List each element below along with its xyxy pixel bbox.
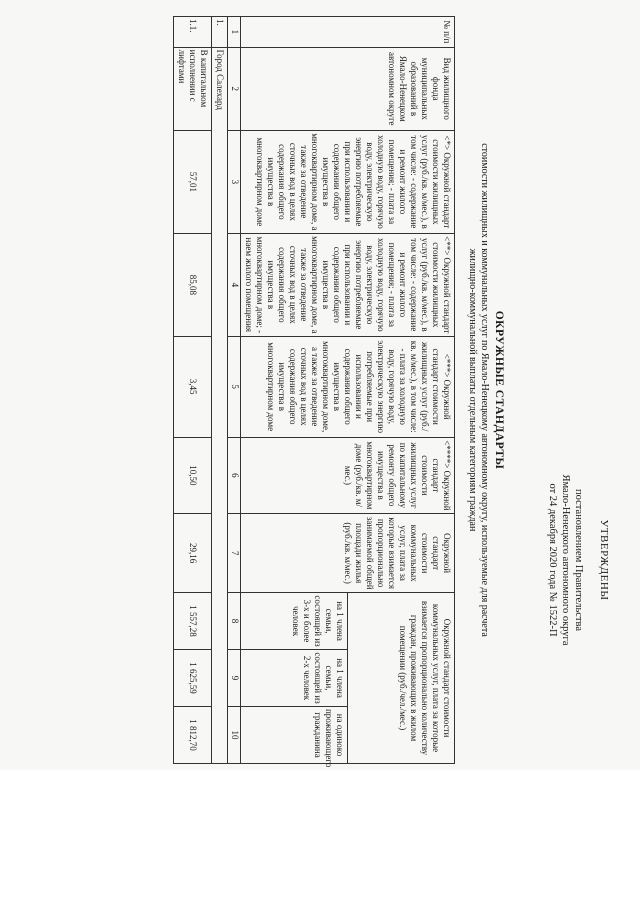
- subtitle-line: стоимости жилищных и коммунальных услуг по Ямало-Ненецкому автономному округу, используемые для расчета: [479, 143, 490, 637]
- document-title: ОКРУЖНЫЕ СТАНДАРТЫ: [493, 310, 505, 470]
- column-number: 9: [228, 650, 241, 707]
- approval-line: постановлением Правительства: [573, 488, 584, 631]
- column-number: 6: [228, 437, 241, 514]
- header-group-per-person: Окружной стандарт стоимости коммунальных услуг, плата за которые взимается пропорционально количеству граждан, проживающих в жилом помещении (руб./чел./мес.): [348, 593, 455, 764]
- row-value: 10,50: [174, 437, 212, 514]
- column-numbers-row: [228, 17, 241, 764]
- column-number: 2: [228, 47, 241, 130]
- header-single: на одиноко проживающего гражданина: [241, 706, 348, 763]
- document-subtitle: [466, 60, 490, 720]
- header-standard-2: <**> Окружной стандарт стоимости жилищных услуг (руб./кв. м/мес.), в том числе: - содержание и ремонт жилого помещения; - плата за холодную воду, горячую воду, электрическую энергию потребляемые при использовании и содержании общего имущества в многоквартирном доме, а также за отведение сточных вод в целях содержания общего имущества в многоквартирном доме; - наем жилого помещения: [241, 233, 455, 336]
- row-value: 1 625,59: [174, 650, 212, 707]
- header-standard-1: <*> Окружной стандарт стоимости жилищных услуг (руб./кв. м/мес.), в том числе: - содержание и ремонт жилого помещения; - плата за холодную воду, горячую воду, электрическую энергию потребляемые при использовании и содержании общего имущества в многоквартирном доме, а также за отведение сточных вод в целях содержания общего имущества в многоквартирном доме: [241, 130, 455, 233]
- row-value: 57,01: [174, 130, 212, 233]
- column-number: 4: [228, 233, 241, 336]
- row-value: 29,16: [174, 514, 212, 593]
- header-standard-3: <***> Окружной стандарт стоимости жилищных услуг (руб./кв. м/мес.), в том числе: - плата за холодную воду, горячую воду, электрическую энергию потребляемые при использовании и содержании общего имущества в многоквартирном доме, а также за отведение сточных вод в целях содержания общего имущества в многоквартирном доме: [241, 336, 455, 437]
- approval-line: Ямало-Ненецкого автономного округа: [560, 474, 571, 646]
- section-num: 1.: [212, 17, 228, 48]
- section-name: Город Салехард: [212, 47, 228, 763]
- column-number: 5: [228, 336, 241, 437]
- row-housing-type: В капитальном исполнении с лифтами: [174, 47, 212, 130]
- row-value: 3,45: [174, 336, 212, 437]
- header-family-2: на 1 члена семьи, состоящей из 2-х человек: [241, 650, 348, 707]
- row-value: 1 557,28: [174, 593, 212, 650]
- page-margin: [0, 770, 640, 905]
- approval-line: от 24 декабря 2020 года № 1522-П: [547, 483, 558, 637]
- section-row: [212, 17, 228, 764]
- column-number: 7: [228, 514, 241, 593]
- row-value: 1 812,70: [174, 706, 212, 763]
- header-housing-type: Вид жилищного фонда муниципальных образований в Ямало-Ненецком автономном округе: [241, 47, 455, 130]
- header-family-3plus: на 1 члена семьи, состоящей из 3-х и более человек: [241, 593, 348, 650]
- header-standard-area: Окружной стандарт стоимости коммунальных услуг, плата за которые взимается пропорционально занимаемой общей площади жилья (руб./кв. м/мес.): [241, 514, 455, 593]
- approval-block: [546, 410, 585, 710]
- column-number: 1: [228, 17, 241, 48]
- header-standard-4: <****> Окружной стандарт стоимости жилищных услуг по капитальному ремонту общего имущества в многоквартирном доме (руб./кв. м/мес.): [241, 437, 455, 514]
- column-number: 3: [228, 130, 241, 233]
- subtitle-line: жилищно-коммунальной выплаты отдельным категориям граждан: [467, 248, 478, 532]
- row-num: 1.1.: [174, 17, 212, 48]
- row-value: 85,08: [174, 233, 212, 336]
- column-number: 8: [228, 593, 241, 650]
- header-num: № п/п: [241, 17, 455, 48]
- rotated-document: [0, 10, 615, 770]
- column-number: 10: [228, 706, 241, 763]
- approval-heading: УТВЕРЖДЕНЫ: [598, 519, 610, 601]
- standards-table: [173, 16, 455, 768]
- table-row: [174, 17, 212, 764]
